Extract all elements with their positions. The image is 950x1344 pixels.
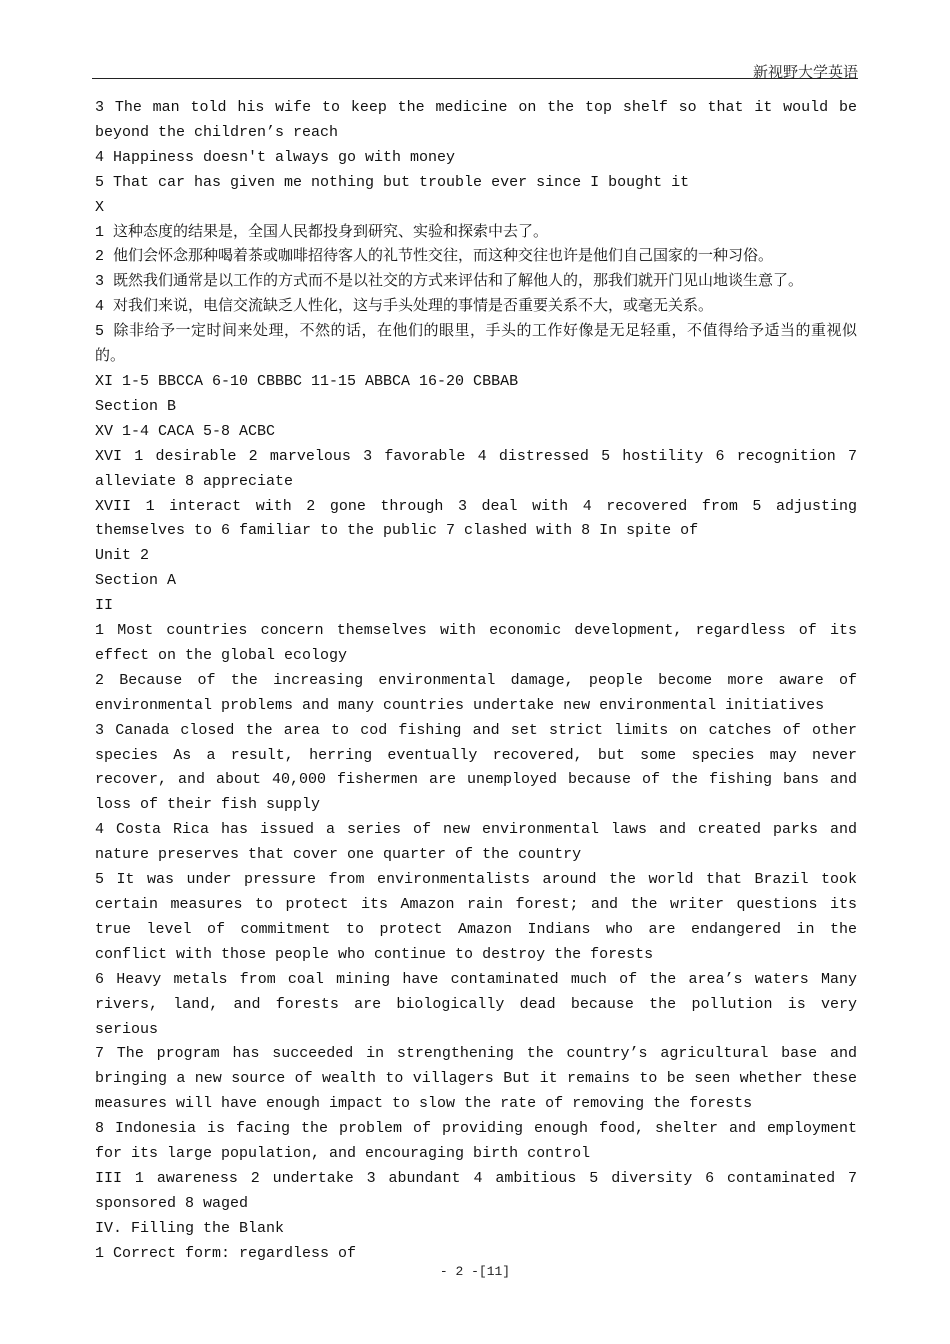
text-line: 3 Canada closed the area to cod fishing and set strict limits on catches of other species As a result, herring eventually recovered, but some species may never recover, and about 40,000 fishermen are unemployed because of the fishing bans and loss of their fish supply xyxy=(95,721,857,814)
section-heading: IV. Filling the Blank xyxy=(95,1219,285,1237)
text-line: 3 既然我们通常是以工作的方式而不是以社交的方式来评估和了解他人的，那我们就开门见山地谈生意了。 xyxy=(95,273,804,291)
section-heading: X xyxy=(95,198,105,216)
section-heading: II xyxy=(95,597,114,615)
text-line: 4 对我们来说，电信交流缺乏人性化，这与手头处理的事情是否重要关系不大，或毫无关系。 xyxy=(95,298,714,316)
text-line: 4 Costa Rica has issued a series of new environmental laws and created parks and nature preserves that cover one quarter of the country xyxy=(95,821,857,864)
section-heading: Unit 2 xyxy=(95,547,150,565)
text-line: 7 The program has succeeded in strengthening the country’s agricultural base and bringing a new source of wealth to villagers But it remains to be seen whether these measures will have enough impact to slow the rate of removing the forests xyxy=(95,1045,857,1113)
text-line: 2 Because of the increasing environmental damage, people become more aware of environmental problems and many countries undertake new environmental initiatives xyxy=(95,671,857,714)
header-title: 新视野大学英语 xyxy=(752,63,858,81)
answer-line: XVII 1 interact with 2 gone through 3 deal with 4 recovered from 5 adjusting themselves to 6 familiar to the public 7 clashed with 8 In spite of xyxy=(95,497,857,540)
text-line: 5 That car has given me nothing but trouble ever since I bought it xyxy=(95,173,690,191)
text-line: 1 Correct form: regardless of xyxy=(95,1244,357,1262)
text-line: 3 The man told his wife to keep the medicine on the top shelf so that it would be beyond the children’s reach xyxy=(95,99,857,141)
answer-line: XVI 1 desirable 2 marvelous 3 favorable 4 distressed 5 hostility 6 recognition 7 alleviate 8 appreciate xyxy=(95,447,857,490)
section-heading: Section B xyxy=(95,397,177,415)
text-line: 1 这种态度的结果是，全国人民都投身到研究、实验和探索中去了。 xyxy=(95,223,549,241)
answer-line: XI 1-5 BBCCA 6-10 CBBBC 11-15 ABBCA 16-20 CBBAB xyxy=(95,372,519,390)
text-line: 1 Most countries concern themselves with economic development, regardless of its effect on the global ecology xyxy=(95,622,857,664)
answer-line: III 1 awareness 2 undertake 3 abundant 4 ambitious 5 diversity 6 contaminated 7 sponsored 8 waged xyxy=(95,1169,857,1212)
answer-line: XV 1-4 CACA 5-8 ACBC xyxy=(95,422,276,440)
text-line: 5 It was under pressure from environmentalists around the world that Brazil took certain measures to protect its Amazon rain forest; and the writer questions its true level of commitment to protect Amazon Indians who are endangered in the conflict with those people who continue to destroy the forests xyxy=(95,871,857,963)
text-line: 6 Heavy metals from coal mining have contaminated much of the area’s waters Many rivers, land, and forests are biologically dead because the pollution is very serious xyxy=(95,970,857,1038)
text-line: 5 除非给予一定时间来处理，不然的话，在他们的眼里，手头的工作好像是无足轻重，不值得给予适当的重视似的。 xyxy=(95,323,857,366)
text-line: 2 他们会怀念那种喝着茶或咖啡招待客人的礼节性交往，而这种交往也许是他们自己国家的一种习俗。 xyxy=(95,248,774,266)
page-number: - 2 -[11] xyxy=(439,1264,511,1279)
text-line: 4 Happiness doesn't always go with money xyxy=(95,148,456,166)
header-divider xyxy=(92,78,858,79)
document-body xyxy=(95,96,857,1267)
section-heading: Section A xyxy=(95,572,177,590)
text-line: 8 Indonesia is facing the problem of providing enough food, shelter and employment for its large population, and encouraging birth control xyxy=(95,1120,857,1163)
